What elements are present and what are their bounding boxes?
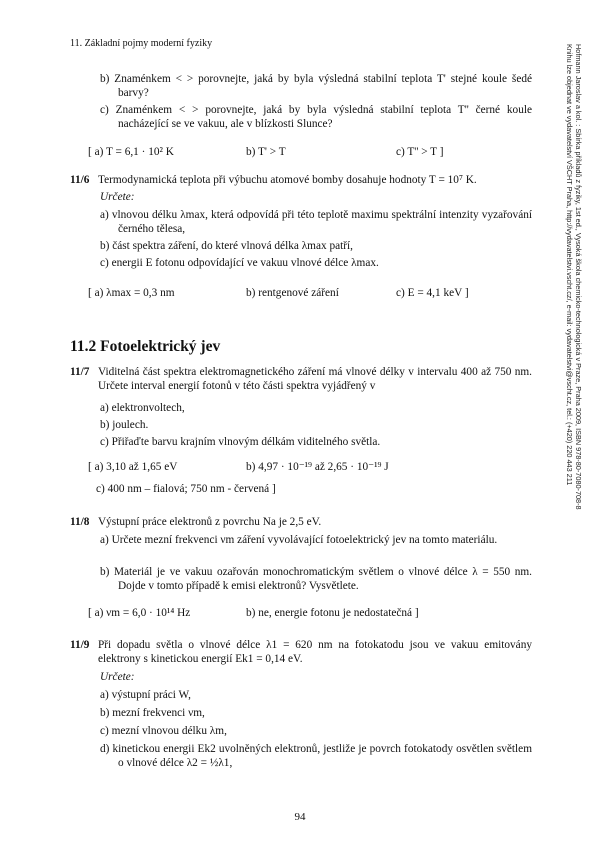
problem-11-6-text: Termodynamická teplota při výbuchu atomové bomby dosahuje hodnoty T = 10⁷ K. <box>98 174 477 186</box>
sidebar-line-2: Knihu lze objednat ve vydavatelství VŠCHT Praha, http://vydavatelstvi.vscht.cz/, e-mail: vydavatelstvi@vscht.cz, tel.: (+420) 220 443 211 <box>565 44 575 486</box>
problem-11-7-number: 11/7 <box>70 366 90 378</box>
problem-11-5-part-c: c) Znaménkem < > porovnejte, jaká by byla výsledná stabilní teplota T'' černé koule nacházející se ve vakuu, ale v blízkosti Slunce? <box>100 104 532 130</box>
problem-11-9-part-b: b) mezní frekvenci νm, <box>100 707 205 719</box>
problem-11-9-part-a: a) výstupní práci W, <box>100 689 191 701</box>
running-header: 11. Základní pojmy moderní fyziky <box>70 38 213 49</box>
answer-11-5-c: c) T'' > T ] <box>396 146 444 158</box>
problem-11-8-part-b: b) Materiál je ve vakuu ozařován monochromatickým světlem o vlnové délce λ = 550 nm. Dojde v tomto případě k emisi elektronů? Vysvětlete. <box>100 566 532 592</box>
problem-11-9-determine: Určete: <box>100 671 135 683</box>
problem-11-7-part-c: c) Přiřaďte barvu krajním vlnovým délkám viditelného světla. <box>100 436 381 448</box>
problem-11-6-part-a: a) vlnovou délku λmax, která odpovídá při této teplotě maximu spektrální intenzity vyzařování černého tělesa, <box>100 209 532 235</box>
answer-11-5-a: [ a) T = 6,1 · 10² K <box>88 146 174 158</box>
answer-11-6-c: c) E = 4,1 keV ] <box>396 287 469 299</box>
answer-11-7-a: [ a) 3,10 až 1,65 eV <box>88 461 178 473</box>
problem-11-7-part-b: b) joulech. <box>100 419 149 431</box>
answer-11-7-c: c) 400 nm – fialová; 750 nm - červená ] <box>96 483 276 495</box>
problem-11-7-text: Viditelná část spektra elektromagnetického záření má vlnové délky v intervalu 400 až 750 nm. Určete interval energií fotonů v této části spektra vyjádřený v <box>98 366 532 392</box>
problem-11-7-part-a: a) elektronvoltech, <box>100 402 185 414</box>
problem-11-9-number: 11/9 <box>70 639 90 651</box>
problem-11-8-number: 11/8 <box>70 516 90 528</box>
page-number: 94 <box>294 811 306 823</box>
answer-11-6-a: [ a) λmax = 0,3 nm <box>88 287 175 299</box>
problem-11-9-part-c: c) mezní vlnovou délku λm, <box>100 725 227 737</box>
sidebar-line-1: Hofmann Jaroslav a kol. : Sbírka příkladů z fyziky, 1st ed., Vysoká škola chemicko-technologická v Praze, Praha 2009, ISBN 978-80-7080-708-8 <box>574 44 583 510</box>
answer-11-8-b: b) ne, energie fotonu je nedostatečná ] <box>246 607 419 619</box>
answer-11-7-b: b) 4,97 · 10⁻¹⁹ až 2,65 · 10⁻¹⁹ J <box>246 461 389 473</box>
problem-11-6-determine: Určete: <box>100 191 135 203</box>
section-title: 11.2 Fotoelektrický jev <box>70 338 221 355</box>
problem-11-6-part-b: b) část spektra záření, do které vlnová délka λmax patří, <box>100 240 353 252</box>
sidebar-citation <box>548 44 582 584</box>
answer-11-6-b: b) rentgenové záření <box>246 287 339 299</box>
problem-11-6-part-c: c) energii E fotonu odpovídající ve vakuu vlnové délce λmax. <box>100 257 379 269</box>
answer-11-5-b: b) T' > T <box>246 146 286 158</box>
answer-11-8-a: [ a) νm = 6,0 · 10¹⁴ Hz <box>88 607 191 619</box>
problem-11-9-text: Při dopadu světla o vlnové délce λ1 = 620 nm na fotokatodu jsou ve vakuu emitovány elektrony s kinetickou energií Ek1 = 0,14 eV. <box>98 639 532 665</box>
problem-11-8-part-a: a) Určete mezní frekvenci νm záření vyvolávající fotoelektrický jev na tomto materiálu. <box>100 534 498 546</box>
problem-11-5-part-b: b) Znaménkem < > porovnejte, jaká by byla výsledná stabilní teplota T' stejné koule šedé barvy? <box>100 73 532 99</box>
problem-11-9-part-d: d) kinetickou energii Ek2 uvolněných elektronů, jestliže je povrch fotokatody osvětlen světlem o vlnové délce λ2 = ½λ1, <box>100 743 532 769</box>
problem-11-8-text: Výstupní práce elektronů z povrchu Na je 2,5 eV. <box>98 516 322 528</box>
problem-11-6-number: 11/6 <box>70 174 90 186</box>
